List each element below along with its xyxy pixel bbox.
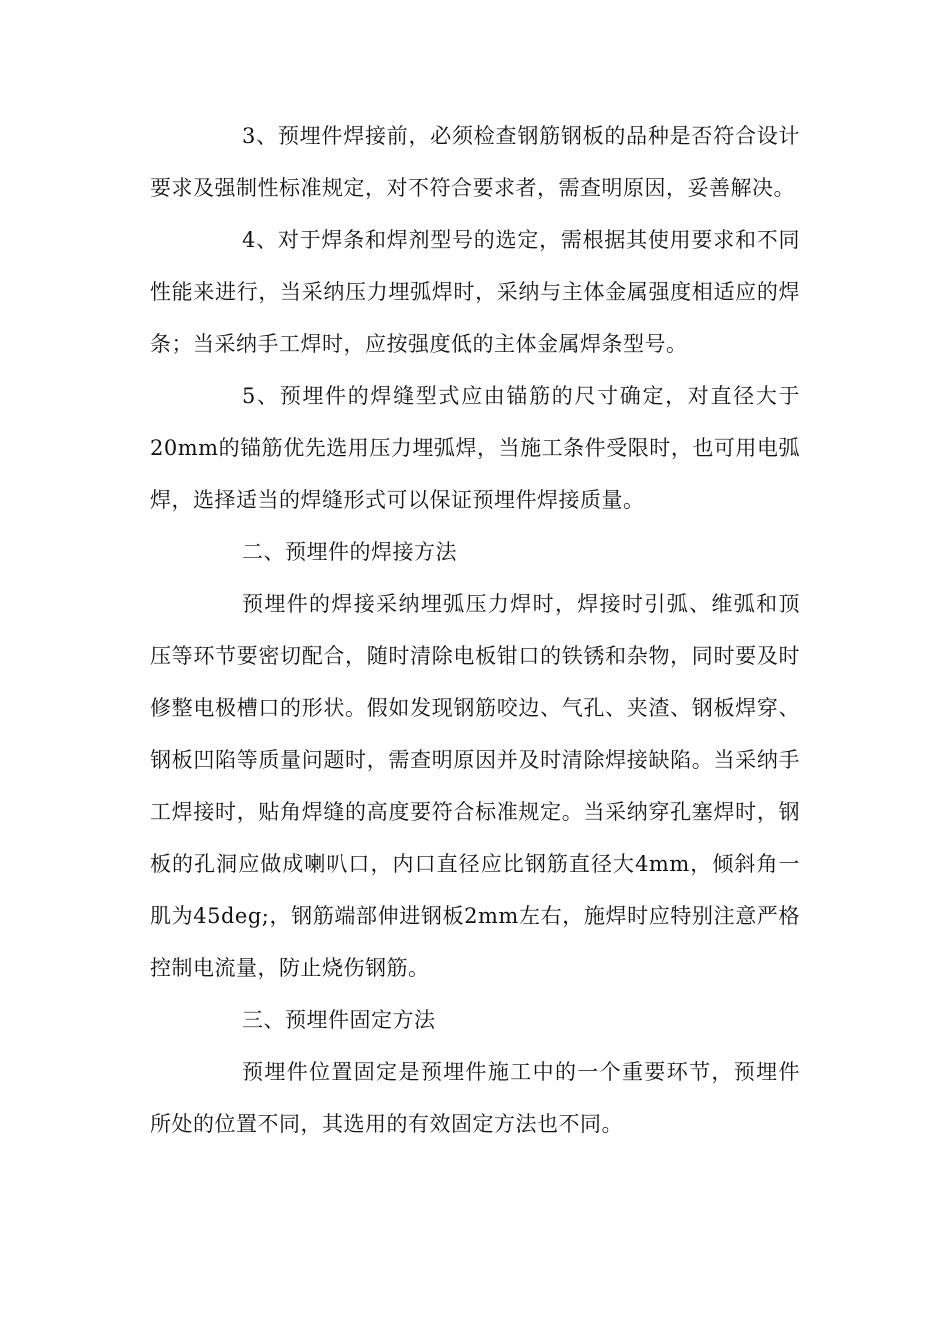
paragraph-welding-method: 预埋件的焊接采纳埋弧压力焊时，焊接时引弧、维弧和顶压等环节要密切配合，随时清除电板钳口的铁锈和杂物，同时要及时修整电极槽口的形状。假如发现钢筋咬边、气孔、夹渣、钢板焊穿、钢板凹陷等质量问题时，需查明原因并及时清除焊接缺陷。当采纳手工焊接时，贴角焊缝的高度要符合标准规定。当采纳穿孔塞焊时，钢板的孔洞应做成喇叭口，内口直径应比钢筋直径大4mm，倾斜角一肌为45deg;，钢筋端部伸进钢板2mm左右，施焊时应特别注意严格控制电流量，防止烧伤钢筋。 [150,592,800,980]
paragraph-item-4: 4、对于焊条和焊剂型号的选定，需根据其使用要求和不同性能来进行，当采纳压力埋弧焊时，采纳与主体金属强度相适应的焊条；当采纳手工焊时，应按强度低的主体金属焊条型号。 [150,228,800,356]
paragraph-item-5: 5、预埋件的焊缝型式应由锚筋的尺寸确定，对直径大于20mm的锚筋优先选用压力埋弧焊，当施工条件受限时，也可用电弧焊，选择适当的焊缝形式可以保证预埋件焊接质量。 [150,384,800,512]
paragraph-item-3: 3、预埋件焊接前，必须检查钢筋钢板的品种是否符合设计要求及强制性标准规定，对不符合要求者，需查明原因，妥善解决。 [150,124,800,200]
section-heading-fixing-method: 三、预埋件固定方法 [242,1008,436,1032]
paragraph-fixing-method: 预埋件位置固定是预埋件施工中的一个重要环节，预埋件所处的位置不同，其选用的有效固定方法也不同。 [150,1060,800,1136]
section-heading-welding-method: 二、预埋件的焊接方法 [242,540,457,564]
document-body [150,110,800,1150]
